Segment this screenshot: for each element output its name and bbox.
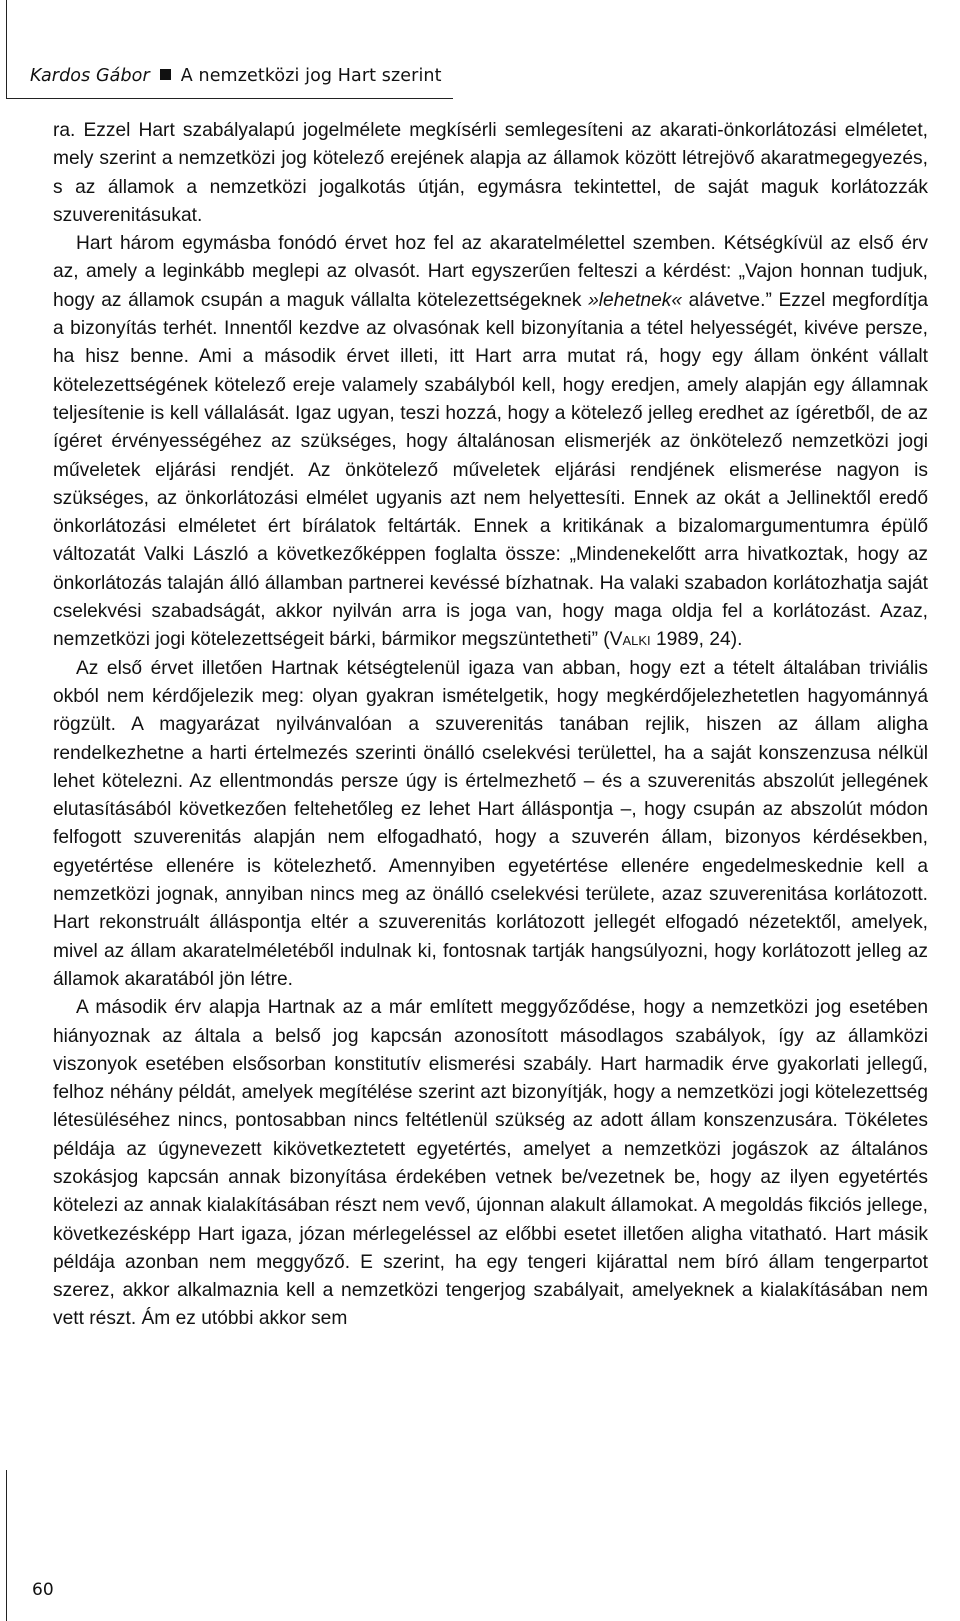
paragraph-2 [53, 230, 928, 654]
square-bullet-icon [160, 69, 171, 80]
paragraph-2-text-a: Hart három egymásba fonódó érvet hoz fel az akaratelmélettel szemben. Kétségkívül az első érv az, amely a leginkább meglepi az olvasót. Hart egyszerűen felteszi a kérdést: „Vajon honnan tudjuk, hogy az államok csupán a maguk vállalta kötelezettségeknek [53, 233, 928, 311]
page-number: 60 [32, 1580, 54, 1600]
citation-author: Valki [609, 629, 651, 651]
paragraph-3: Az első érvet illetően Hartnak kétségtelenül igaza van abban, hogy ezt a tételt általában triviális okból nem kérdőjelezik meg: olyan gyakran ismételgetik, hogy megkérdőjelezhetetlen hagyománnyá rögzült. A magyarázat nyilvánvalóan a szuverenitás tanában rejlik, hiszen az állam aligha rendelkezhetne a harti értelmezés szerinti önálló cselekvési területtel, ha a saját konszenzusa nélkül lehet kötelezni. Az ellentmondás persze úgy is értelmezhető – és a szuverenitás abszolút jellegének elutasításából következően feltehetőleg ez lehet Hart álláspontja –, hogy csupán az abszolút módon felfogott szuverenitás alapján nem elfogadható, hogy a szuverén állam, bizonyos kérdésekben, egyetértése ellenére is kötelezhető. Amennyiben egyetértése ellenére engedelmeskednie kell a nemzetközi jognak, annyiban nincs meg az önálló cselekvési területe, azaz szuverenitása korlátozott. Hart rekonstruált álláspontja eltér a szuverenitás korlátozott jellegét elfogadó nézetektől, amelyek, mivel az állam akaratelméletéből indulnak ki, fontosnak tartják hangsúlyozni, hogy korlátozott jelleg az államok akaratából jön létre. [53, 657, 928, 990]
header-title: A nemzetközi jog Hart szerint [180, 66, 442, 86]
paragraph-2-text-b: alávetve.” Ezzel megfordítja a bizonyítás terhét. Innentől kezdve az olvasónak kell bizonyítania a tétel helyességét, kivéve persze, ha hisz benne. Ami a második érvet illeti, itt Hart arra mutat rá, hogy egy állam önként vállalt kötelezettségének kötelező ereje valamely szabályból kell, hogy eredjen, amely alapján egy államnak teljesítenie is kell vállalását. Igaz ugyan, teszi hozzá, hogy a kötelező jelleg eredhet az ígéretből, de az ígéret érvényességéhez az szükséges, hogy általánosan elismerjék az önkötelező nemzetközi jogi műveletek eljárási rendjét. Az önkötelező műveletek eljárási rendjének elismerése nagyon is szükséges, az önkorlátozási elmélet ugyanis azt nem helyettesíti. Ennek az okát a Jellinektől eredő önkorlátozási elméletet ért bírálatok feltárták. Ennek a kritikának a bizalomargumentumra épülő változatát Valki László a következőképpen foglalta össze: „Mindenekelőtt arra hivatkoztak, hogy az önkorlátozás talaján álló államban partnerei kevéssé bízhatnak. Ha valaki szabadon korlátozhatja saját cselekvési szabadságát, akkor nyilván arra is joga van, hogy maga oldja fel a korlátozást. Azaz, nemzetközi jogi kötelezettségeit bárki, bármikor megszüntetheti” ( [53, 289, 928, 651]
paragraph-1: ra. Ezzel Hart szabályalapú jogelmélete megkísérli semlegesíteni az akarati-önkorlátozási elméletet, mely szerint a nemzetközi jog kötelező erejének alapja az államok között létrejövő akaratmegegyezés, s az államok a nemzetközi jogalkotás útján, egymásra tekintettel, de saját maguk korlátozzák szuverenitásukat. [53, 120, 928, 226]
page-body [53, 117, 928, 1334]
emphasis-lehetnek: »lehetnek« [588, 289, 683, 311]
citation-year-page: 1989, 24). [650, 629, 743, 651]
margin-rule [6, 1470, 7, 1621]
running-header [30, 66, 442, 86]
paragraph-4: A második érv alapja Hartnak az a már említett meggyőződése, hogy a nemzetközi jog esetében hiányoznak az általa a belső jog kapcsán azonosított másodlagos szabályok, így az államközi viszonyok esetében elsősorban konstitutív elismerési szabály. Hart harmadik érve gyakorlati jellegű, felhoz néhány példát, amelyek megítélése szerint azt bizonyítják, hogy a nemzetközi jogi kötelezettség létesüléséhez nincs, pontosabban nincs feltétlenül szükség az adott állam konszenzusára. Tökéletes példája az úgynevezett kikövetkeztetett egyetértés, amelyet a nemzetközi jogászok az általános szokásjog kapcsán annak bizonyítása érdekében vetnek be/vezetnek be, hogy az ilyen egyetértés kötelezi az annak kialakításában részt nem vevő, újonnan alakult államokat. A megoldás fikciós jellege, következésképp Hart igaza, józan mérlegeléssel az előbbi esetet illetően aligha vitatható. Hart másik példája azonban nem meggyőző. E szerint, ha egy tengeri kijárattal nem bíró állam tengerpartot szerez, akkor alkalmaznia kell a nemzetközi tengerjog szabályait, amelyeknek a kialakításában nem vett részt. Ám ez utóbbi akkor sem [53, 997, 928, 1330]
header-author: Kardos Gábor [30, 66, 150, 86]
